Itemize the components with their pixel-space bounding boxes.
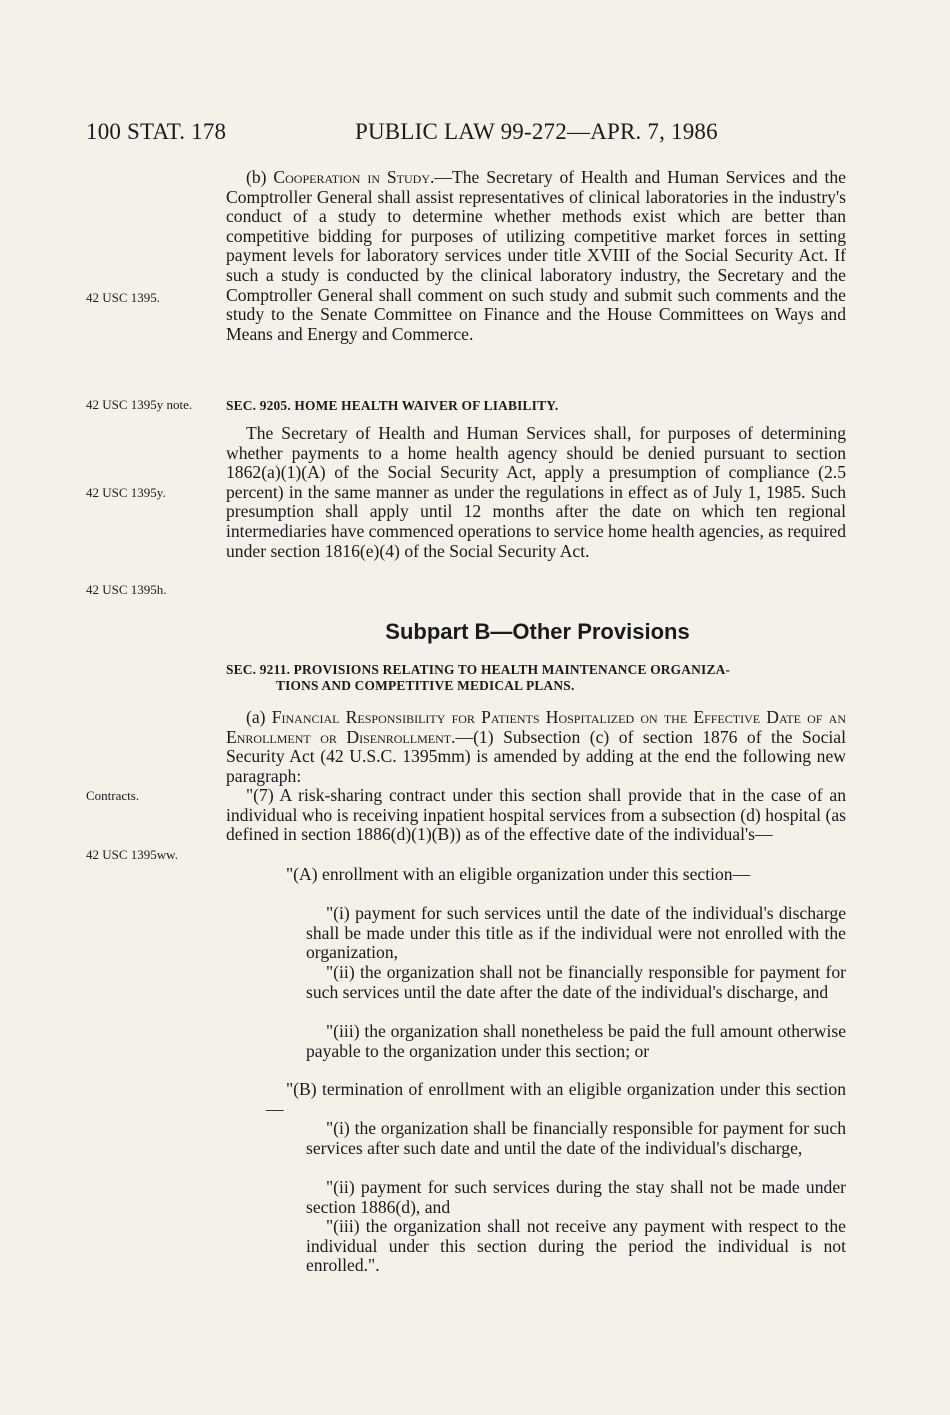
margin-note: 42 USC 1395ww.	[86, 847, 178, 862]
subparagraph-B: "(B) termination of enrollment with an eligible organization under this section—	[266, 1079, 846, 1119]
clause-B-i: "(i) the organization shall be financially responsible for payment for such services after such date and until the date of the individual's discharge,	[306, 1118, 846, 1158]
subparagraph-A: "(A) enrollment with an eligible organization under this section—	[286, 864, 751, 884]
section-9205-text: The Secretary of Health and Human Services shall, for purposes of determining whether payments to a home health agency should be denied pursuant to section 1862(a)(1)(A) of the Social Security Act, apply a presumption of compliance (2.5 percent) in the same manner as under the regulations in effect as of July 1, 1985. Such presumption shall apply until 12 months after the date on which ten regional intermediaries have commenced operations to service home health agencies, as required under section 1816(e)(4) of the Social Security Act.	[226, 423, 846, 561]
paragraph-b-heading: Cooperation in Study	[273, 167, 430, 187]
subpart-heading: Subpart B—Other Provisions	[385, 619, 690, 644]
clause-B-iii: "(iii) the organization shall not receive any payment with respect to the individual under this section during the period the individual is not enrolled.".	[306, 1216, 846, 1276]
paragraph-a-heading: Financial Responsibility for Patients Hospitalized on the Effective Date of an Enrollment or Disenrollment	[226, 707, 846, 747]
paragraph-b: (b) Cooperation in Study.—The Secretary of Health and Human Services and the Comptroller General shall assist representatives of clinical laboratories in the industry's conduct of a study to determine whether methods exist which are better than competitive bidding for purposes of utilizing competitive market forces in setting payment levels for laboratory services under title XVIII of the Social Security Act. If such a study is conducted by the clinical laboratory industry, the Secretary and the Comptroller General shall comment on such study and submit such comments and the study to the Senate Committee on Finance and the House Committees on Ways and Means and Energy and Commerce.	[226, 167, 846, 344]
law-title: PUBLIC LAW 99-272—APR. 7, 1986	[355, 119, 718, 144]
clause-A-iii: "(iii) the organization shall nonetheless be paid the full amount otherwise payable to the organization under this section; or	[306, 1021, 846, 1061]
stat-page-number: 100 STAT. 178	[86, 119, 227, 144]
clause-B-ii: "(ii) payment for such services during the stay shall not be made under section 1886(d), and	[306, 1177, 846, 1217]
paragraph-a: (a) Financial Responsibility for Patients Hospitalized on the Effective Date of an Enrollment or Disenrollment.—(1) Subsection (c) of section 1876 of the Social Security Act (42 U.S.C. 1395mm) is amended by adding at the end the following new paragraph:	[226, 707, 846, 786]
clause-A-i: "(i) payment for such services until the date of the individual's discharge shall be made under this title as if the individual were not enrolled with the organization,	[306, 903, 846, 963]
margin-note: Contracts.	[86, 788, 140, 803]
margin-note: 42 USC 1395y.	[86, 485, 166, 500]
section-9205-heading: SEC. 9205. HOME HEALTH WAIVER OF LIABILITY.	[226, 398, 559, 413]
margin-note: 42 USC 1395.	[86, 290, 161, 305]
paragraph-b-text: .—The Secretary of Health and Human Services and the Comptroller General shall assist representatives of clinical laboratories in the industry's conduct of a study to determine whether methods exist which are better than competitive bidding for purposes of utilizing competitive market forces in setting payment levels for laboratory services under title XVIII of the Social Security Act. If such a study is conducted by the clinical laboratory industry, the Secretary and the Comptroller General shall comment on such study and submit such comments and the study to the Senate Committee on Finance and the House Committees on Ways and Means and Energy and Commerce.	[226, 167, 846, 344]
clause-A-ii: "(ii) the organization shall not be financially responsible for payment for such services until the date after the date of the individual's discharge, and	[306, 962, 846, 1002]
quoted-paragraph-7: "(7) A risk-sharing contract under this section shall provide that in the case of an individual who is receiving inpatient hospital services from a subsection (d) hospital (as defined in section 1886(d)(1)(B)) as of the effective date of the individual's—	[226, 785, 846, 845]
section-9211-heading: SEC. 9211. PROVISIONS RELATING TO HEALTH MAINTENANCE ORGANIZA- TIONS AND COMPETITIVE MEDICAL PLANS.	[226, 662, 731, 693]
margin-note: 42 USC 1395y note.	[86, 397, 193, 412]
margin-note: 42 USC 1395h.	[86, 582, 167, 597]
